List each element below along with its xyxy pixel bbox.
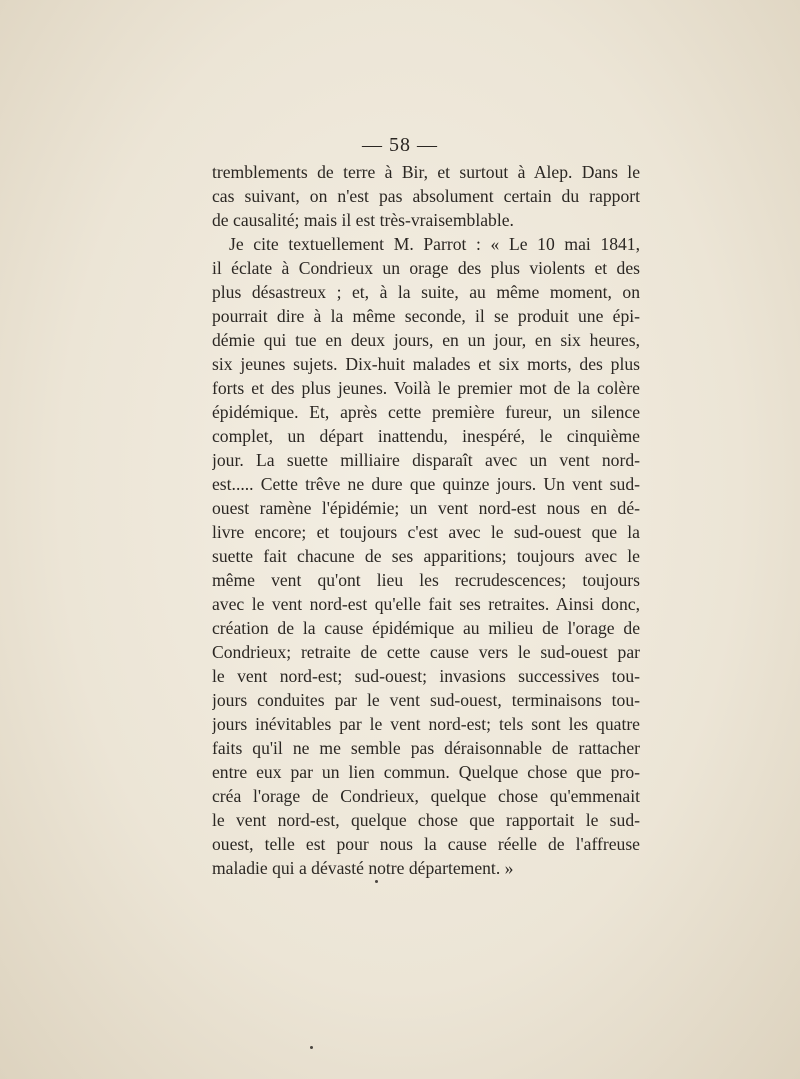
text-line: livre encore; et toujours c'est avec le sud-ouest que la (212, 522, 640, 542)
text-line: le vent nord-est, quelque chose que rapportait le sud- (212, 810, 640, 830)
text-line: six jeunes sujets. Dix-huit malades et six morts, des plus (212, 354, 640, 374)
text-line: Je cite textuellement M. Parrot : « Le 10 mai 1841, (229, 234, 640, 254)
text-line: démie qui tue en deux jours, en un jour, en six heures, (212, 330, 640, 350)
text-line: avec le vent nord-est qu'elle fait ses retraites. Ainsi donc, (212, 594, 640, 614)
text-line: jours conduites par le vent sud-ouest, terminaisons tou- (212, 690, 640, 710)
text-line: plus désastreux ; et, à la suite, au même moment, on (212, 282, 640, 302)
text-line: complet, un départ inattendu, inespéré, le cinquième (212, 426, 640, 446)
body-text (212, 160, 640, 880)
paper-speck (310, 1046, 313, 1049)
text-line: de causalité; mais il est très-vraisemblable. (212, 210, 514, 230)
text-line: est..... Cette trêve ne dure que quinze jours. Un vent sud- (212, 474, 640, 494)
text-line: jour. La suette milliaire disparaît avec un vent nord- (212, 450, 640, 470)
text-line: création de la cause épidémique au milieu de l'orage de (212, 618, 640, 638)
text-line: le vent nord-est; sud-ouest; invasions successives tou- (212, 666, 640, 686)
text-line: Condrieux; retraite de cette cause vers le sud-ouest par (212, 642, 640, 662)
text-line: ouest, telle est pour nous la cause réelle de l'affreuse (212, 834, 640, 854)
text-line: maladie qui a dévasté notre département. » (212, 858, 514, 878)
text-line: jours inévitables par le vent nord-est; tels sont les quatre (212, 714, 640, 734)
text-line: faits qu'il ne me semble pas déraisonnable de rattacher (212, 738, 640, 758)
text-line: même vent qu'ont lieu les recrudescences; toujours (212, 570, 640, 590)
text-line: cas suivant, on n'est pas absolument certain du rapport (212, 186, 640, 206)
text-line: créa l'orage de Condrieux, quelque chose qu'emmenait (212, 786, 640, 806)
text-line: ouest ramène l'épidémie; un vent nord-est nous en dé- (212, 498, 640, 518)
text-line: tremblements de terre à Bir, et surtout à Alep. Dans le (212, 162, 640, 182)
paper-speck (375, 880, 378, 883)
text-line: suette fait chacune de ses apparitions; toujours avec le (212, 546, 640, 566)
text-line: forts et des plus jeunes. Voilà le premier mot de la colère (212, 378, 640, 398)
text-line: pourrait dire à la même seconde, il se produit une épi- (212, 306, 640, 326)
page-number: — 58 — (362, 134, 438, 156)
text-line: épidémique. Et, après cette première fureur, un silence (212, 402, 640, 422)
text-line: entre eux par un lien commun. Quelque chose que pro- (212, 762, 640, 782)
text-line: il éclate à Condrieux un orage des plus violents et des (212, 258, 640, 278)
